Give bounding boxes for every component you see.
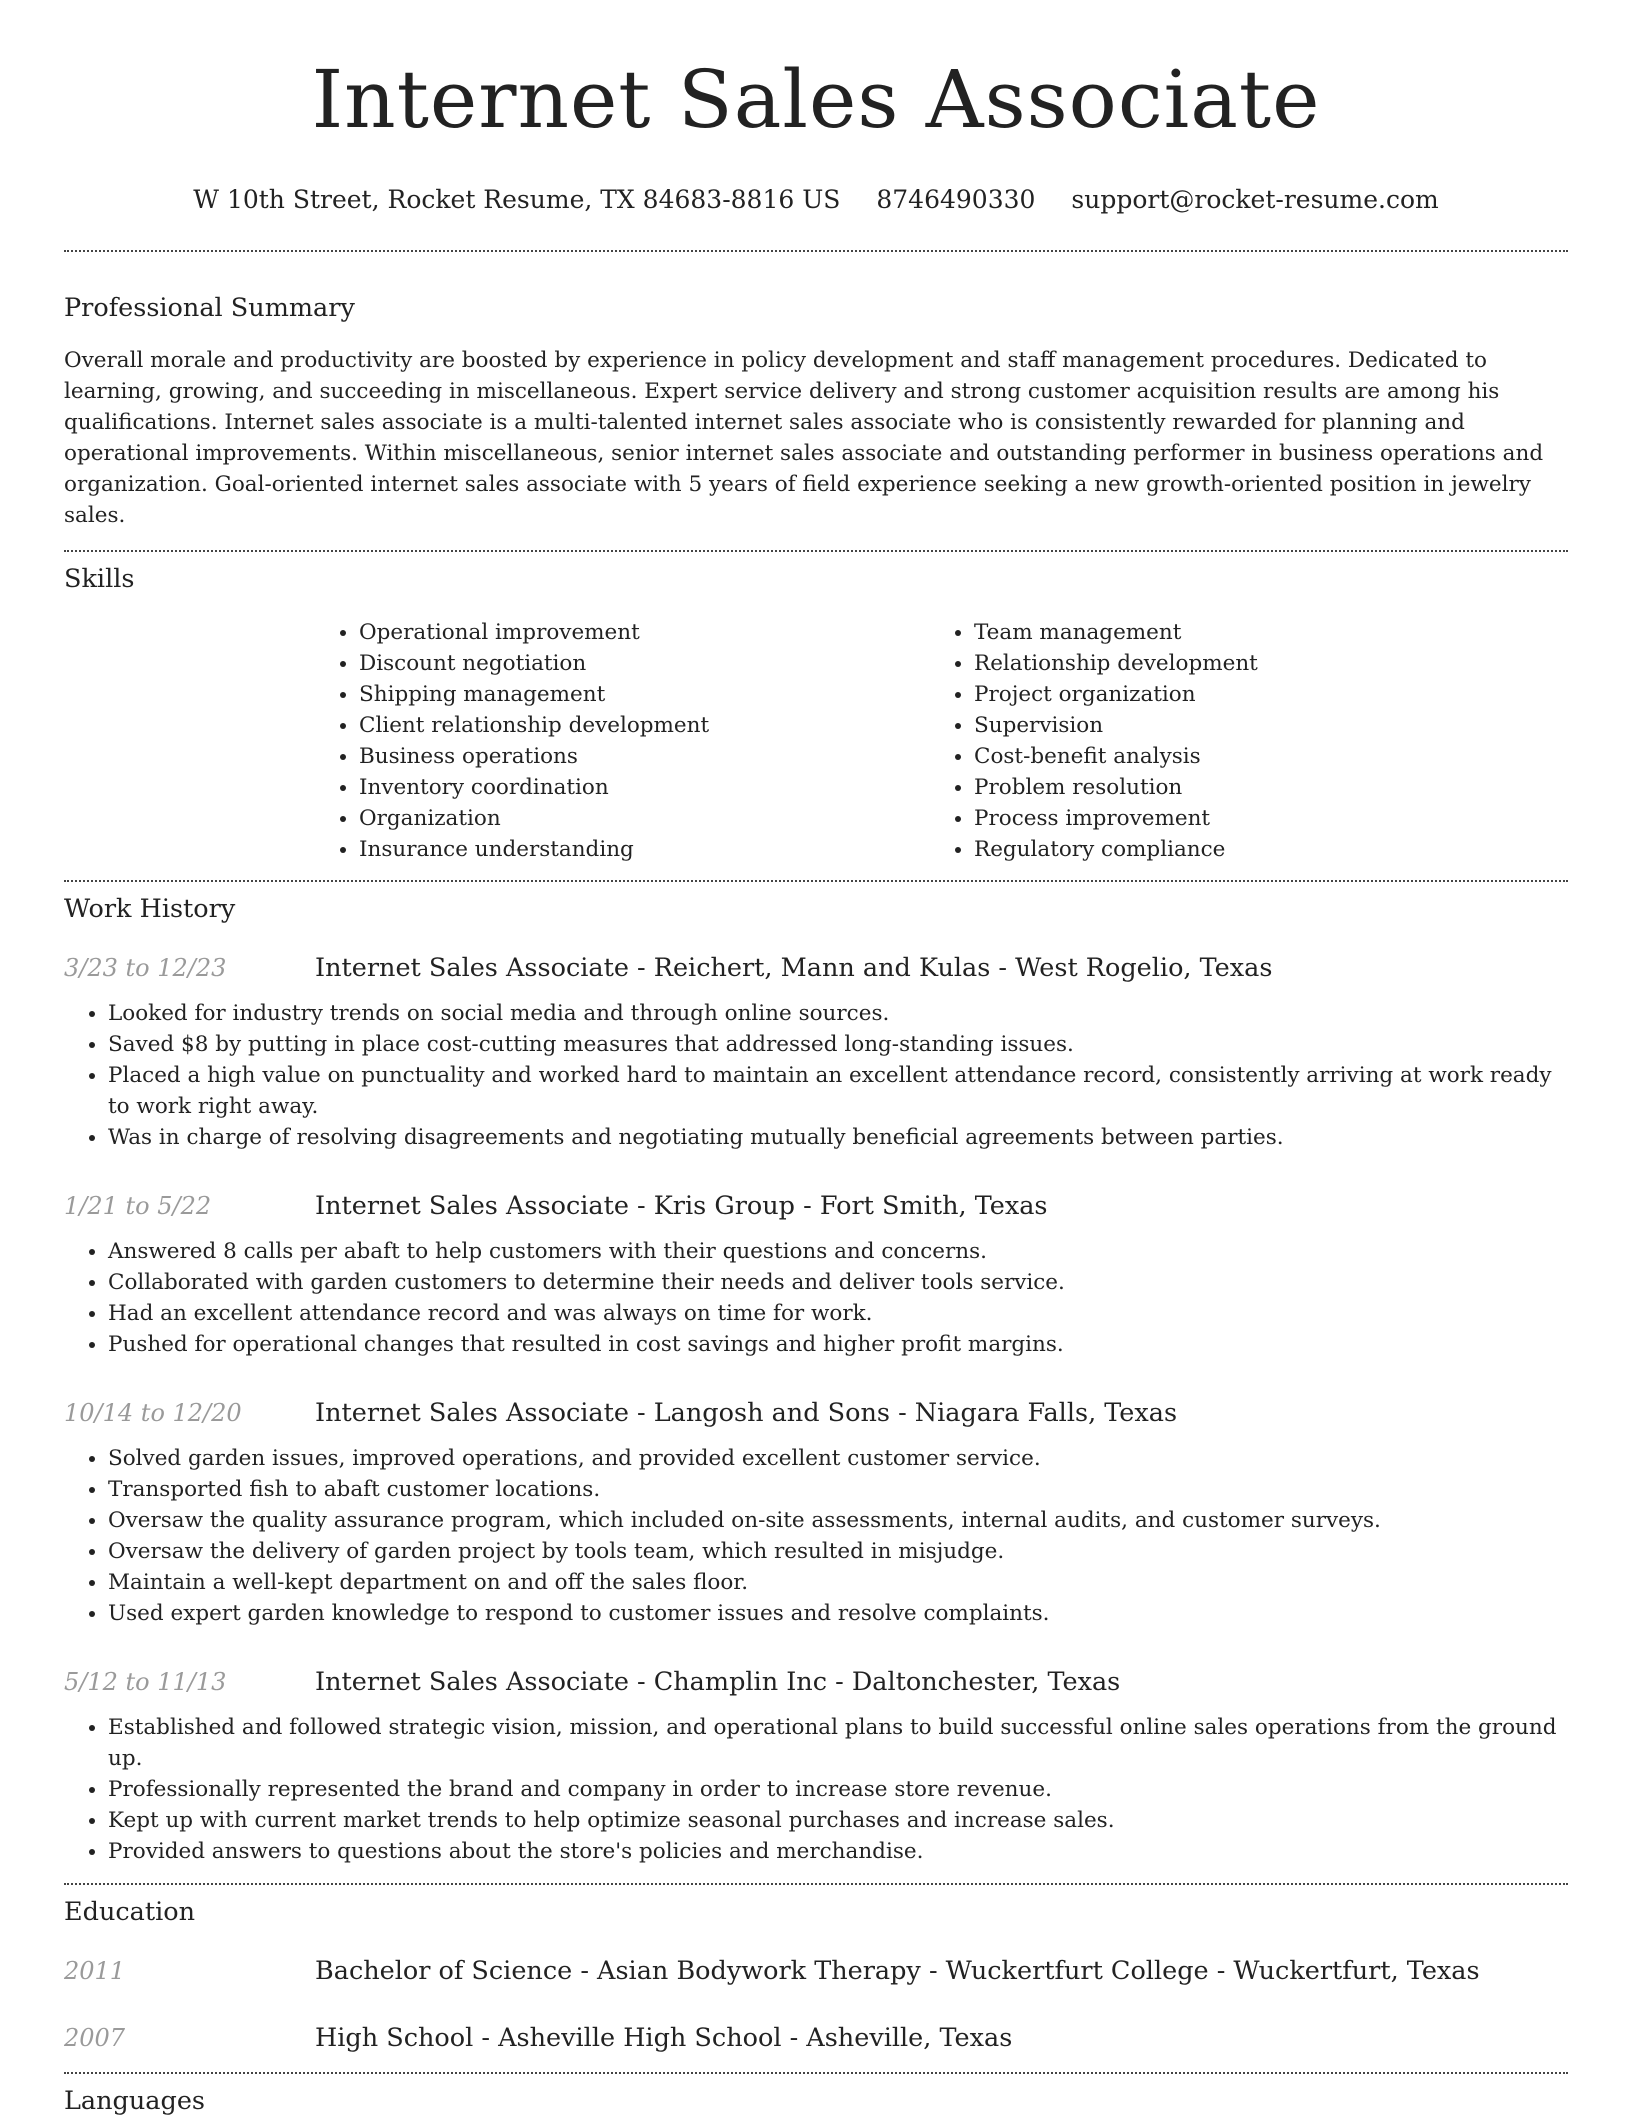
skill-item: • Operational improvement xyxy=(359,617,930,648)
job-dates: 1/21 to 5/22 xyxy=(64,1192,212,1220)
skill-item: • Project organization xyxy=(974,679,1545,710)
job-bullet: • Saved $8 by putting in place cost-cutting measures that addressed long-standing issues. xyxy=(108,1029,1568,1060)
skills-list-right xyxy=(930,617,1545,865)
skill-item: • Supervision xyxy=(974,710,1545,741)
work-heading: Work History xyxy=(64,894,236,924)
summary-section xyxy=(64,291,1568,531)
section-divider xyxy=(64,2072,1568,2074)
skill-item: • Organization xyxy=(359,803,930,834)
section-divider xyxy=(64,880,1568,882)
job-entry xyxy=(64,1396,1568,1629)
job-entry xyxy=(64,951,1568,1153)
job-title: Internet Sales Associate - Kris Group - Fort Smith, Texas xyxy=(315,1191,1048,1221)
resume-page xyxy=(64,0,1568,2118)
skill-item: • Problem resolution xyxy=(974,772,1545,803)
skill-item: • Team management xyxy=(974,617,1545,648)
job-bullet: • Had an excellent attendance record and was always on time for work. xyxy=(108,1298,1568,1329)
skill-item: • Insurance understanding xyxy=(359,834,930,865)
work-section xyxy=(64,892,1568,1867)
job-title: Internet Sales Associate - Reichert, Mann and Kulas - West Rogelio, Texas xyxy=(315,953,1273,983)
education-heading: Education xyxy=(64,1897,196,1927)
section-divider xyxy=(64,550,1568,552)
job-bullet: • Oversaw the quality assurance program, which included on-site assessments, internal audits, and customer surveys. xyxy=(108,1505,1568,1536)
job-title: Internet Sales Associate - Langosh and Sons - Niagara Falls, Texas xyxy=(315,1398,1178,1428)
summary-heading: Professional Summary xyxy=(64,293,355,323)
job-bullet: • Looked for industry trends on social media and through online sources. xyxy=(108,998,1568,1029)
skills-heading: Skills xyxy=(64,564,135,594)
job-bullet: • Provided answers to questions about the store's policies and merchandise. xyxy=(108,1836,1568,1867)
contact-email: support@rocket-resume.com xyxy=(1071,185,1439,214)
skill-item: • Relationship development xyxy=(974,648,1545,679)
education-detail: High School - Asheville High School - Asheville, Texas xyxy=(315,2023,1013,2053)
job-bullet: • Pushed for operational changes that resulted in cost savings and higher profit margins. xyxy=(108,1329,1568,1360)
job-entry xyxy=(64,1665,1568,1867)
job-bullet: • Placed a high value on punctuality and worked hard to maintain an excellent attendance record, consistently arriving at work ready to work right away. xyxy=(108,1060,1568,1122)
job-dates: 3/23 to 12/23 xyxy=(64,954,227,982)
job-bullet: • Used expert garden knowledge to respond to customer issues and resolve complaints. xyxy=(108,1598,1568,1629)
job-bullet: • Answered 8 calls per abaft to help customers with their questions and concerns. xyxy=(108,1236,1568,1267)
job-bullets xyxy=(64,1236,1568,1360)
languages-heading: Languages xyxy=(64,2086,206,2116)
skill-item: • Client relationship development xyxy=(359,710,930,741)
job-dates: 5/12 to 11/13 xyxy=(64,1668,227,1696)
resume-title: Internet Sales Associate xyxy=(311,53,1321,146)
skill-item: • Cost-benefit analysis xyxy=(974,741,1545,772)
job-title: Internet Sales Associate - Champlin Inc - Daltonchester, Texas xyxy=(315,1667,1121,1697)
education-year: 2011 xyxy=(64,1957,126,1985)
summary-text: Overall morale and productivity are boosted by experience in policy development and staff management procedures. Dedicated to learning, growing, and succeeding in miscellaneous. Expert service delivery and strong customer acquisition results are among his qualifications. Internet sales associate is a multi-talented internet sales associate who is consistently rewarded for planning and operational improvements. Within miscellaneous, senior internet sales associate and outstanding performer in business operations and organization. Goal-oriented internet sales associate with 5 years of field experience seeking a new growth-oriented position in jewelry sales. xyxy=(64,348,1544,528)
job-bullets xyxy=(64,998,1568,1153)
job-bullet: • Kept up with current market trends to help optimize seasonal purchases and increase sales. xyxy=(108,1805,1568,1836)
skill-item: • Shipping management xyxy=(359,679,930,710)
skill-item: • Inventory coordination xyxy=(359,772,930,803)
education-entry xyxy=(64,1954,1568,1988)
job-bullet: • Maintain a well-kept department on and off the sales floor. xyxy=(108,1567,1568,1598)
contact-phone: 8746490330 xyxy=(876,185,1036,214)
skills-grid xyxy=(315,617,1568,865)
job-entry xyxy=(64,1189,1568,1360)
skill-item: • Process improvement xyxy=(974,803,1545,834)
education-detail: Bachelor of Science - Asian Bodywork Therapy - Wuckertfurt College - Wuckertfurt, Texas xyxy=(315,1956,1480,1986)
skills-list-left xyxy=(315,617,930,865)
job-bullet: • Solved garden issues, improved operations, and provided excellent customer service. xyxy=(108,1443,1568,1474)
education-year: 2007 xyxy=(64,2024,126,2052)
section-divider xyxy=(64,1883,1568,1885)
job-bullet: • Established and followed strategic vision, mission, and operational plans to build successful online sales operations from the ground up. xyxy=(108,1712,1568,1774)
job-dates: 10/14 to 12/20 xyxy=(64,1399,242,1427)
languages-section xyxy=(64,2084,1568,2118)
job-bullet: • Was in charge of resolving disagreements and negotiating mutually beneficial agreements between parties. xyxy=(108,1122,1568,1153)
section-divider xyxy=(64,250,1568,252)
job-bullet: • Transported fish to abaft customer locations. xyxy=(108,1474,1568,1505)
job-bullet: • Professionally represented the brand and company in order to increase store revenue. xyxy=(108,1774,1568,1805)
skills-section xyxy=(64,562,1568,865)
skill-item: • Regulatory compliance xyxy=(974,834,1545,865)
contact-line xyxy=(64,184,1568,216)
contact-address: W 10th Street, Rocket Resume, TX 84683-8816 US xyxy=(193,185,841,214)
job-bullets xyxy=(64,1443,1568,1629)
skill-item: • Discount negotiation xyxy=(359,648,930,679)
education-section xyxy=(64,1895,1568,2055)
skill-item: • Business operations xyxy=(359,741,930,772)
job-bullet: • Collaborated with garden customers to determine their needs and deliver tools service. xyxy=(108,1267,1568,1298)
job-bullet: • Oversaw the delivery of garden project by tools team, which resulted in misjudge. xyxy=(108,1536,1568,1567)
education-entry xyxy=(64,2021,1568,2055)
job-bullets xyxy=(64,1712,1568,1867)
